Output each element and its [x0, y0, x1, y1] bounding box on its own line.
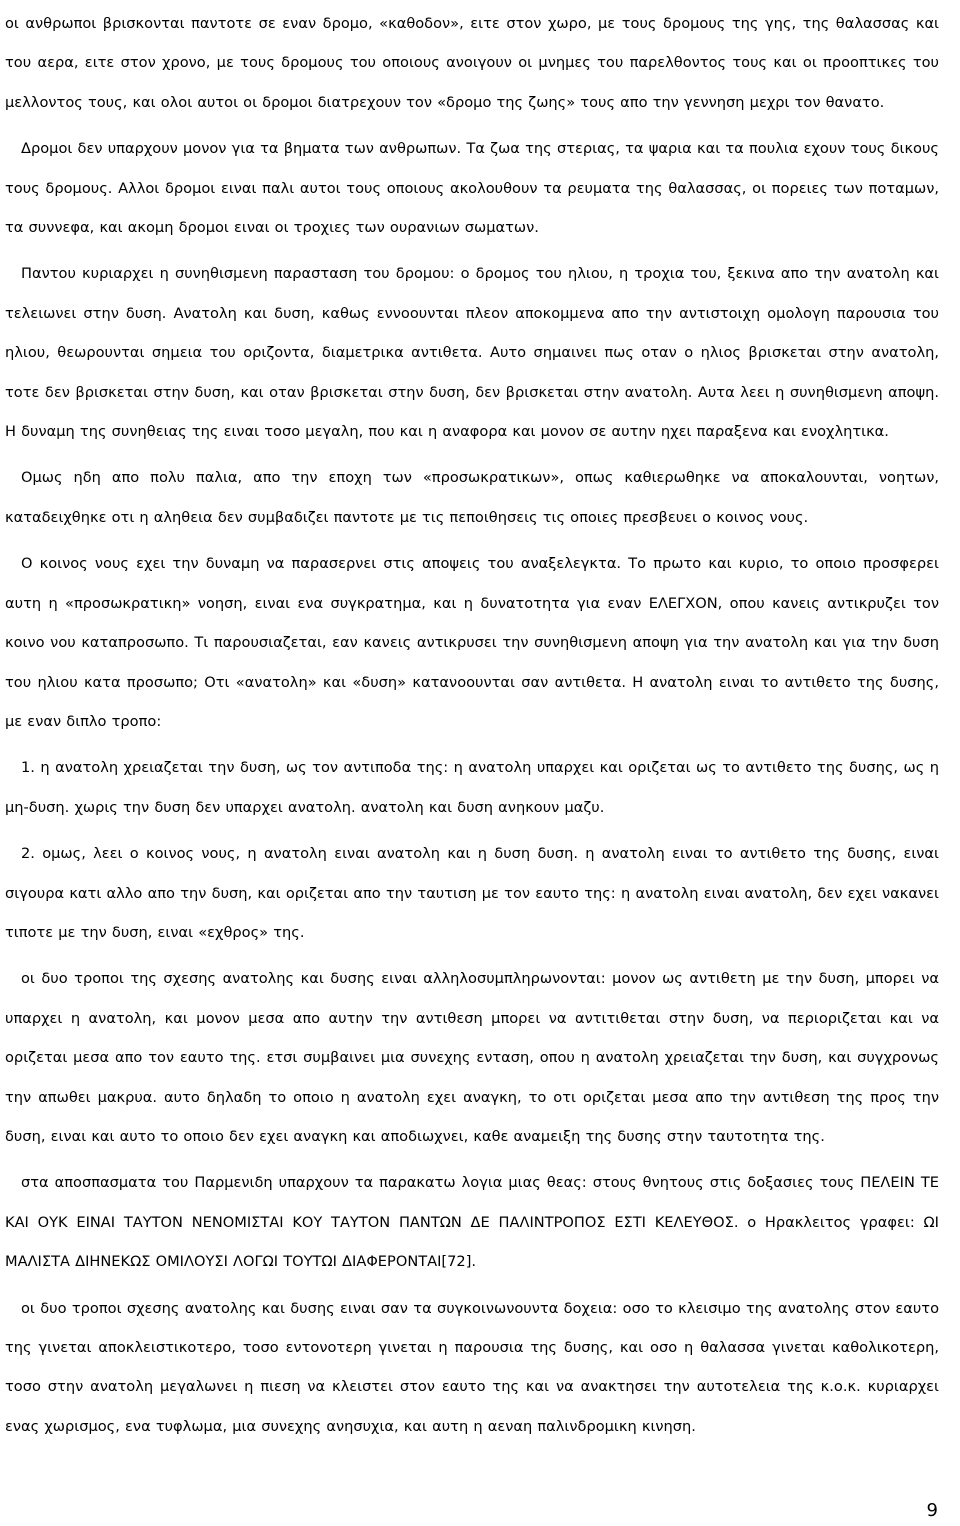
paragraph-3: Παντου κυριαρχει η συνηθισμενη παρασταση του δρομου: ο δρομος του ηλιου, η τροχια του, ξεκινα απο την ανατολη και τελειωνει στην δυση. Ανατολη και δυση, καθως εννοουνται πλεον αποκομμενα απο την αντιστοιχη ομολογη παρουσια του ηλιου, θεωρουνται σημεια του οριζοντα, διαμετρικα αντιθετα. Αυτο σημαινει πως οταν ο ηλιος βρισκεται στην ανατολη, τοτε δεν βρισκεται στην δυση, και οταν βρισκεται στην δυση, δεν βρισκεται στην ανατολη. Αυτα λεει η συνηθισμενη αποψη. Η δυναμη της συνηθειας της ειναι τοσο μεγαλη, που και η αναφορα και μονον σε αυτην ηχει παραξενα και ενοχλητικα.: [5, 265, 939, 441]
paragraph-6: 1. η ανατολη χρειαζεται την δυση, ως τον αντιποδα της: η ανατολη υπαρχει και οριζεται ως το αντιθετο της δυσης, ως η μη-δυση. χωρις την δυση δεν υπαρχει ανατολη. ανατολη και δυση ανηκουν μαζυ.: [5, 759, 939, 816]
paragraph-10: οι δυο τροποι σχεσης ανατολης και δυσης ειναι σαν τα συγκοινωνουντα δοχεια: οσο το κλεισιμο της ανατολης στον εαυτο της γινεται αποκλειστικοτερο, τοσο εντονοτερη γινεται η παρουσια της δυσης, και οσο η θαλασσα γινεται καθολικοτερη, τοσο στην ανατολη μεγαλωνει η πιεση να κλειστει στον εαυτο της και να ανακτησει την αυτοτελεια της κ.ο.κ. κυριαρχει ενας χωρισμος, ενα τυφλωμα, μια συνεχης ανησυχια, και αυτη η αεναη παλινδρομικη κινηση.: [5, 1299, 939, 1435]
page-number: 9: [926, 1500, 938, 1521]
paragraph-1: οι ανθρωποι βρισκονται παντοτε σε εναν δρομο, «καθοδον», ειτε στον χωρο, με τους δρομους της γης, της θαλασσας και του αερα, ειτε στον χρονο, με τους δρομους του οποιους ανοιγουν οι μνημες του παρελθοντος τους και οι προοπτικες του μελλοντος τους, και ολοι αυτοι οι δρομοι διατρεχουν τον «δρομο της ζωης» τους απο την γεννηση μεχρι τον θανατο.: [5, 15, 939, 111]
paragraph-9: στα αποσπασματα του Παρμενιδη υπαρχουν τα παρακατω λογια μιας θεας: στους θνητους στις δοξασιες τους ΠΕΛΕΙΝ ΤΕ ΚΑΙ ΟΥΚ ΕΙΝΑΙ ΤΑΥΤΟΝ ΝΕΝΟΜΙΣΤΑΙ ΚΟΥ ΤΑΥΤΟΝ ΠΑΝΤΩΝ ΔΕ ΠΑΛΙΝΤΡΟΠΟΣ ΕΣΤΙ ΚΕΛΕΥΘΟΣ. ο Ηρακλειτος γραφει: ΩΙ ΜΑΛΙΣΤΑ ΔΙΗΝΕΚΩΣ ΟΜΙΛΟΥΣΙ ΛΟΓΩΙ ΤΟΥΤΩΙ ΔΙΑΦΕΡΟΝΤΑΙ[72].: [5, 1174, 939, 1271]
paragraph-5: Ο κοινος νους εχει την δυναμη να παρασερνει στις αποψεις του αναξελεγκτα. Το πρωτο και κυριο, το οποιο προσφερει αυτη η «προσωκρατικη» νοηση, ειναι ενα συγκρατημα, και η δυνατοτητα για εναν ΕΛΕΓΧΟΝ, οπου κανεις αντικρυζει τον κοινο νου καταπροσωπο. Τι παρουσιαζεται, εαν κανεις αντικρυσει την συνηθισμενη αποψη για την ανατολη και για την δυση του ηλιου κατα προσωπο; Οτι «ανατολη» και «δυση» κατανοουνται σαν αντιθετα. Η ανατολη ειναι το αντιθετο της δυσης, με εναν διπλο τροπο:: [5, 555, 939, 730]
paragraph-8: οι δυο τροποι της σχεσης ανατολης και δυσης ειναι αλληλοσυμπληρωνονται: μονον ως αντιθετη με την δυση, μπορει να υπαρχει η ανατολη, και μονον μεσα απο αυτην την αντιθεση μπορει να αντιτιθεται στην δυση, να περιοριζεται και να οριζεται μεσα απο τον εαυτο της. ετσι συμβαινει μια συνεχης ενταση, οπου η ανατολη χρειαζεται την δυση, και συγχρονως την απωθει μακρυα. αυτο δηλαδη το οποιο η ανατολη εχει αναγκη, το οτι οριζεται μεσα απο την αντιθεση της προς την δυση, ειναι και αυτο το οποιο δεν εχει αναγκη και αποδιωχνει, καθε αναμειξη της δυσης στην ταυτοτητα της.: [5, 970, 939, 1145]
paragraph-2: Δρομοι δεν υπαρχουν μονον για τα βηματα των ανθρωπων. Τα ζωα της στεριας, τα ψαρια και τα πουλια εχουν τους δικους τους δρομους. Αλλοι δρομοι ειναι παλι αυτοι τους οποιους ακολουθουν τα ρευματα της θαλασσας, οι πορειες των ποταμων, τα συννεφα, και ακομη δρομοι ειναι οι τροχιες των ουρανιων σωματων.: [5, 140, 939, 237]
paragraph-4: Ομως ηδη απο πολυ παλια, απο την εποχη των «προσωκρατικων», οπως καθιερωθηκε να αποκαλουνται, νοητων, καταδειχθηκε οτι η αληθεια δεν συμβαδιζει παντοτε με τις πεποιθησεις τις οποιες πρεσβευει ο κοινος νους.: [5, 469, 939, 526]
document-body: [5, 4, 939, 1453]
paragraph-7: 2. ομως, λεει ο κοινος νους, η ανατολη ειναι ανατολη και η δυση δυση. η ανατολη ειναι το αντιθετο της δυσης, ειναι σιγουρα κατι αλλο απο την δυση, και οριζεται απο την ταυτιση με τον εαυτο της: η ανατολη ειναι ανατολη, δεν εχει νακανει τιποτε με την δυση, ειναι «εχθρος» της.: [5, 845, 939, 941]
